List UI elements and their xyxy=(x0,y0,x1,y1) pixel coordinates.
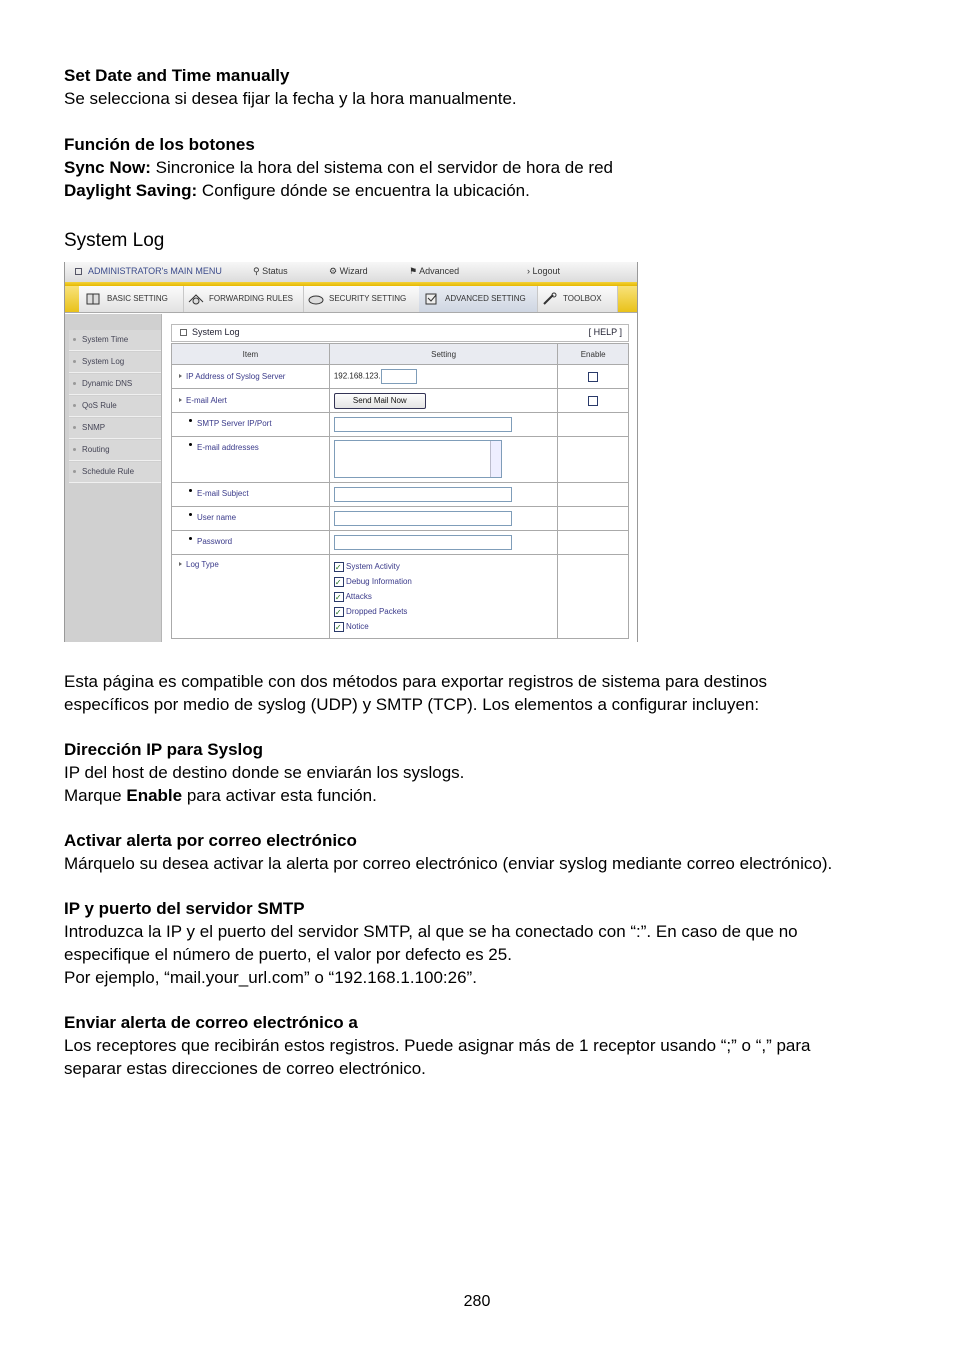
security-icon xyxy=(307,292,325,306)
heading-smtp: IP y puerto del servidor SMTP xyxy=(64,899,305,918)
table-row xyxy=(172,483,629,507)
sidebar-item-routing[interactable]: Routing xyxy=(69,440,161,461)
status-icon: ⚲ xyxy=(253,267,260,277)
smtp-server-input[interactable] xyxy=(334,417,512,432)
arrow-icon: › xyxy=(527,266,530,276)
header-enable: Enable xyxy=(558,344,629,365)
menu-advanced-setting[interactable]: ADVANCED SETTING xyxy=(419,286,538,312)
bullet-icon xyxy=(73,338,76,341)
bullet-icon xyxy=(73,470,76,473)
email-addresses-textarea[interactable] xyxy=(334,440,502,478)
panel-header xyxy=(171,324,629,342)
scrollbar[interactable] xyxy=(490,441,501,477)
help-link[interactable]: [ HELP ] xyxy=(588,327,622,337)
section-title-system-log: System Log xyxy=(64,230,165,251)
description-paragraph: Esta página es compatible con dos métodos para exportar registros de sistema para destinos específicos por medio de syslog (UDP) y SMTP (TCP). Los elementos a configurar incluyen: xyxy=(64,672,768,714)
bullet-icon xyxy=(189,489,192,492)
system-log-table xyxy=(171,343,629,639)
advanced-link[interactable]: ⚑ Advanced xyxy=(409,266,460,277)
book-icon xyxy=(85,292,103,306)
sidebar-item-system-time[interactable]: System Time xyxy=(69,330,161,351)
email-alert-enable-checkbox[interactable] xyxy=(588,396,598,406)
checkbox[interactable] xyxy=(334,562,344,572)
menu-security-setting[interactable]: SECURITY SETTING xyxy=(303,286,420,312)
menu-forwarding-rules[interactable]: FORWARDING RULES xyxy=(183,286,304,312)
label-syslog-ip: IP Address of Syslog Server xyxy=(186,372,286,381)
bullet-icon xyxy=(73,426,76,429)
heading-send-alert: Enviar alerta de correo electrónico a xyxy=(64,1013,358,1032)
status-link[interactable]: ⚲ Status xyxy=(253,266,288,277)
arrow-icon xyxy=(179,398,182,402)
page-number: 280 xyxy=(463,1293,491,1310)
label-email-alert: E-mail Alert xyxy=(186,396,227,405)
checkbox[interactable] xyxy=(334,592,344,602)
label-user-name: User name xyxy=(197,513,237,522)
logout-link[interactable]: › Logout xyxy=(527,266,561,276)
header-setting: Setting xyxy=(329,344,558,365)
top-bar xyxy=(65,262,637,283)
forwarding-icon xyxy=(187,292,205,306)
admin-main-menu-link[interactable]: ADMINISTRATOR's MAIN MENU xyxy=(75,266,222,276)
sidebar-item-qos-rule[interactable]: QoS Rule xyxy=(69,396,161,417)
label-email-subject: E-mail Subject xyxy=(197,489,249,498)
sidebar xyxy=(65,314,162,642)
log-type-system-activity[interactable]: ✓ System Activity xyxy=(334,559,554,574)
bullet-icon xyxy=(189,443,192,446)
bullet-icon xyxy=(189,419,192,422)
square-icon xyxy=(75,268,82,275)
sidebar-item-dynamic-dns[interactable]: Dynamic DNS xyxy=(69,374,161,395)
send-mail-now-button[interactable]: Send Mail Now xyxy=(334,393,426,409)
router-ui-screenshot xyxy=(64,262,638,642)
heading-button-functions: Función de los botones xyxy=(64,135,255,154)
sidebar-item-system-log[interactable]: System Log xyxy=(69,352,161,373)
bullet-icon xyxy=(189,537,192,540)
checkbox[interactable] xyxy=(334,622,344,632)
table-row xyxy=(172,437,629,483)
section-smtp: IP y puerto del servidor SMTP Introduzca la IP y el puerto del servidor SMTP, al que se ha conectado con “:”. En caso de que no especifique el número de puerto, el valor por defecto es 25. Por ejemplo, “mail.your_url.com” o “192.168.1.100:26”. xyxy=(64,899,798,987)
syslog-ip-input[interactable] xyxy=(381,369,417,384)
bullet-icon xyxy=(73,404,76,407)
advanced-icon: ⚑ xyxy=(409,267,418,277)
bullet-icon xyxy=(73,360,76,363)
table-row xyxy=(172,389,629,413)
text-sync-now: Sincronice la hora del sistema con el servidor de hora de red xyxy=(150,158,613,177)
text-manual-time: Se selecciona si desea fijar la fecha y la hora manualmente. xyxy=(64,89,517,108)
sidebar-item-snmp[interactable]: SNMP xyxy=(69,418,161,439)
table-row xyxy=(172,555,629,639)
menu-basic-setting[interactable]: BASIC SETTING xyxy=(81,286,184,312)
heading-email-alert: Activar alerta por correo electrónico xyxy=(64,831,357,850)
main-menu-bar xyxy=(65,286,637,313)
section-send-alert: Enviar alerta de correo electrónico a Los receptores que recibirán estos registros. Puede asignar más de 1 receptor usando “;” o “,” para separar estas direcciones de correo electrónico. xyxy=(64,1013,811,1078)
wizard-link[interactable]: ⚙ Wizard xyxy=(329,266,368,277)
password-input[interactable] xyxy=(334,535,512,550)
bullet-icon xyxy=(73,448,76,451)
label-sync-now: Sync Now: xyxy=(64,158,151,177)
label-daylight-saving: Daylight Saving: xyxy=(64,181,198,200)
heading-set-date-time: Set Date and Time manually xyxy=(64,66,290,85)
text-daylight-saving: Configure dónde se encuentra la ubicación. xyxy=(197,181,530,200)
syslog-enable-checkbox[interactable] xyxy=(588,372,598,382)
square-icon xyxy=(180,329,187,336)
section-email-alert: Activar alerta por correo electrónico Márquelo su desea activar la alerta por correo electrónico (enviar syslog mediante correo electrónico). xyxy=(64,831,833,873)
log-type-notice[interactable]: ✓ Notice xyxy=(334,619,554,634)
label-password: Password xyxy=(197,537,233,546)
intro-buttons xyxy=(64,133,904,202)
section-syslog-ip: Dirección IP para Syslog IP del host de destino donde se enviarán los syslogs. Marque Enable para activar esta función. xyxy=(64,740,465,805)
label-log-type: Log Type xyxy=(186,560,219,569)
checkbox[interactable] xyxy=(334,607,344,617)
arrow-icon xyxy=(179,562,182,566)
checkbox[interactable] xyxy=(334,577,344,587)
log-type-dropped-packets[interactable]: ✓ Dropped Packets xyxy=(334,604,554,619)
header-item: Item xyxy=(172,344,330,365)
table-row xyxy=(172,531,629,555)
panel-title: System Log xyxy=(192,327,240,337)
wizard-icon: ⚙ xyxy=(329,267,338,277)
user-name-input[interactable] xyxy=(334,511,512,526)
menu-toolbox[interactable]: TOOLBOX xyxy=(537,286,618,312)
log-type-attacks[interactable]: ✓ Attacks xyxy=(334,589,554,604)
toolbox-icon xyxy=(541,292,559,306)
label-smtp-server: SMTP Server IP/Port xyxy=(197,419,272,428)
bullet-icon xyxy=(73,382,76,385)
table-row xyxy=(172,365,629,389)
email-subject-input[interactable] xyxy=(334,487,512,502)
intro-manual-time xyxy=(64,64,904,110)
heading-syslog-ip: Dirección IP para Syslog xyxy=(64,740,264,759)
label-email-addresses: E-mail addresses xyxy=(197,443,259,452)
table-row xyxy=(172,507,629,531)
log-type-debug-information[interactable]: ✓ Debug Information xyxy=(334,574,554,589)
arrow-icon xyxy=(179,374,182,378)
advanced-setting-icon xyxy=(423,292,441,306)
table-row xyxy=(172,413,629,437)
ip-prefix: 192.168.123. xyxy=(333,371,381,381)
bullet-icon xyxy=(189,513,192,516)
sidebar-item-schedule-rule[interactable]: Schedule Rule xyxy=(69,462,161,483)
